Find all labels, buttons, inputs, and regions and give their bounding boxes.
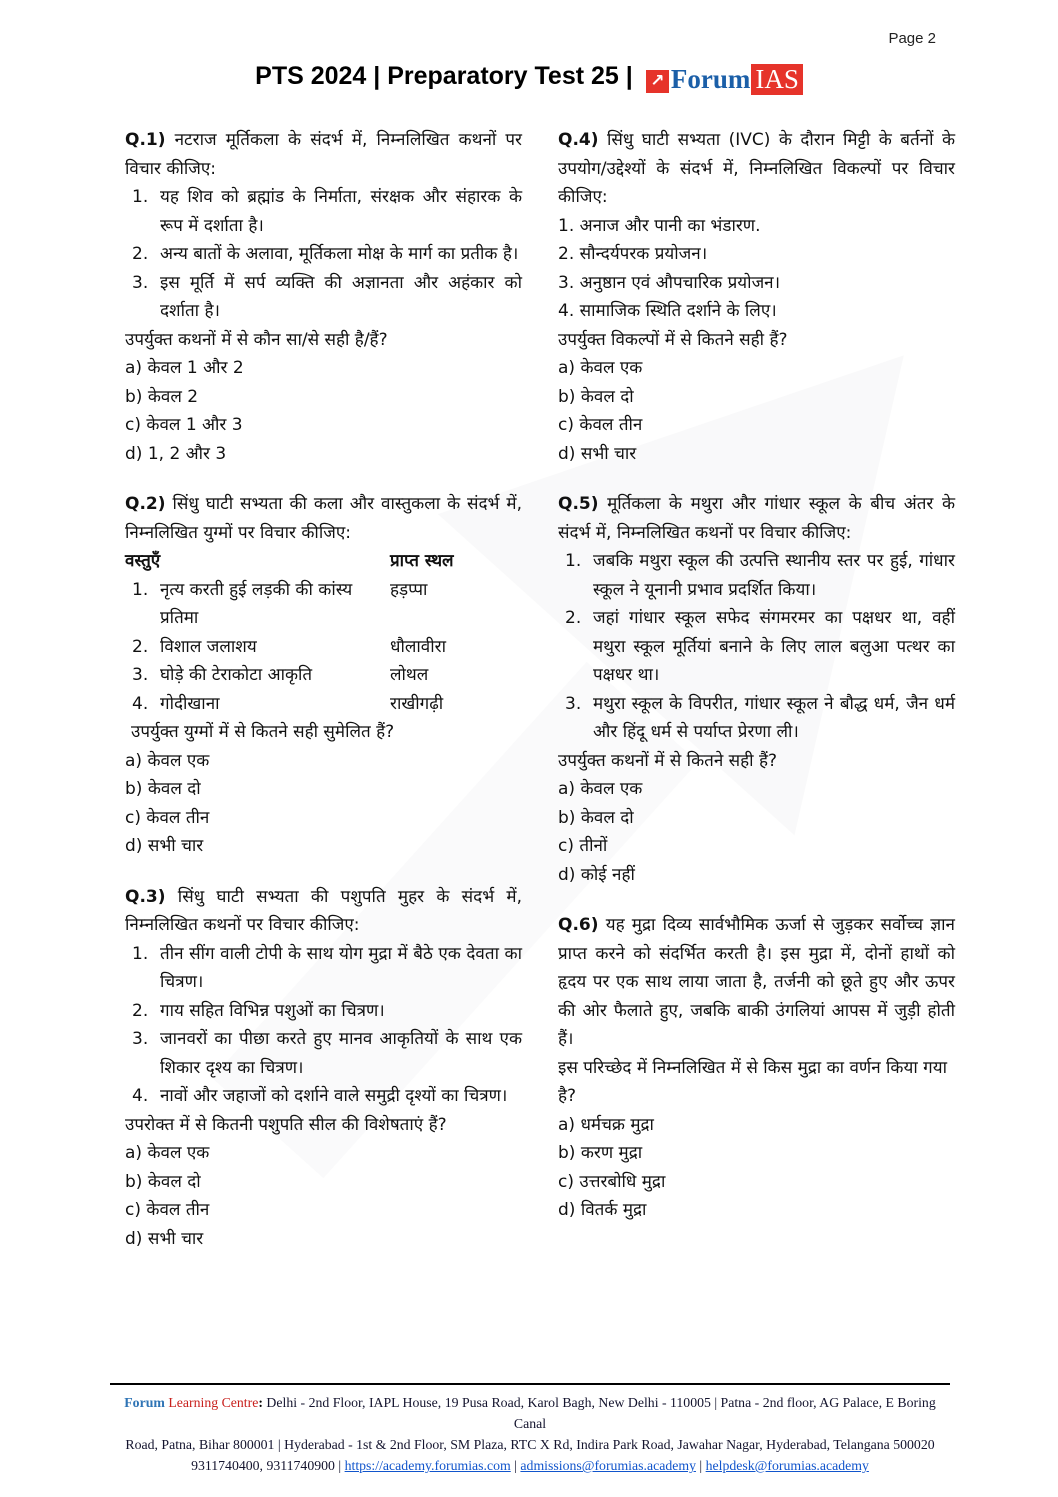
questions-column-left (125, 126, 522, 1275)
question-block-q5 (558, 490, 955, 889)
option-c: c) केवल तीन (125, 1200, 210, 1220)
footer-line-1 (110, 1392, 950, 1434)
statement-list (125, 183, 522, 326)
question-block-q2 (125, 490, 522, 861)
footer-line-3 (110, 1455, 950, 1476)
statement-list (558, 547, 955, 747)
statement-item: जहां गांधार स्कूल सफेद संगमरमर का पक्षधर था, वहीं मथुरा स्कूल मूर्तियां बनाने के लिए लाल बलुआ पत्थर का पक्षधर था। (593, 608, 955, 685)
option-c: c) तीनों (558, 836, 608, 856)
statement-item: यह शिव को ब्रह्मांड के निर्माता, संरक्षक और संहारक के रूप में दर्शाता है। (160, 187, 522, 236)
question-block-q3 (125, 883, 522, 1254)
forumias-logo (646, 64, 803, 95)
option-c: c) उत्तरबोधि मुद्रा (558, 1171, 666, 1192)
footer-address-2: Road, Patna, Bihar 800001 | Hyderabad - 1st & 2nd Floor, SM Plaza, RTC X Rd, Indira Park Road, Jawahar Nagar, Hyderabad, Telangana 500020 (125, 1437, 935, 1452)
option-a: a) केवल 1 और 2 (125, 358, 244, 378)
question-stem: उपर्युक्त युग्मों में से कितने सही सुमेलित हैं? (131, 722, 395, 742)
footer-brand-forum: Forum (124, 1395, 165, 1410)
statement-item: तीन सींग वाली टोपी के साथ योग मुद्रा में बैठे एक देवता का चित्रण। (160, 943, 522, 992)
questions-column-right (558, 126, 955, 1247)
pair-item: नृत्य करती हुई लड़की की कांस्य प्रतिमा (160, 579, 353, 628)
options (558, 354, 955, 468)
footer-address-1: Delhi - 2nd Floor, IAPL House, 19 Pusa Road, Karol Bagh, New Delhi - 110005 | Patna - 2nd floor, AG Palace, E Boring Canal (266, 1395, 936, 1431)
statement-item: सामाजिक स्थिति दर्शाने के लिए। (579, 301, 777, 321)
question-id: Q.2) (125, 494, 166, 514)
pair-site: लोथल (390, 665, 429, 685)
question-stem: उपर्युक्त कथनों में से कौन सा/से सही है/हैं? (125, 329, 388, 350)
statement-item: अनाज और पानी का भंडारण. (579, 215, 761, 236)
statement-item: जानवरों का पीछा करते हुए मानव आकृतियों के साथ एक शिकार दृश्य का चित्रण। (160, 1029, 522, 1078)
pair-site: हड़प्पा (390, 579, 428, 600)
pair-item: विशाल जलाशय (160, 636, 257, 657)
footer-line-2 (110, 1434, 950, 1455)
logo-forum-text: Forum (670, 64, 751, 94)
option-d: d) सभी चार (125, 1228, 204, 1249)
pair-site: राखीगढ़ी (390, 693, 444, 714)
option-d: d) कोई नहीं (558, 864, 635, 885)
question-intro: Q.3) सिंधु घाटी सभ्यता की पशुपति मुहर के संदर्भ में, निम्नलिखित कथनों पर विचार कीजिए: (125, 886, 522, 935)
question-id: Q.6) (558, 915, 599, 935)
statement-item: सौन्दर्यपरक प्रयोजन। (579, 244, 708, 264)
option-c: c) केवल 1 और 3 (125, 415, 243, 435)
question-block-q4 (558, 126, 955, 468)
option-a: a) केवल एक (558, 358, 643, 378)
pair-row (125, 661, 522, 690)
statement-item: जबकि मथुरा स्कूल की उत्पत्ति स्थानीय स्तर पर हुई, गांधार स्कूल ने यूनानी प्रभाव प्रदर्शित किया। (593, 551, 955, 600)
pairs-header-sites: प्राप्त स्थल (390, 551, 454, 571)
option-d: d) वितर्क मुद्रा (558, 1200, 647, 1220)
option-d: d) सभी चार (125, 836, 204, 856)
question-id: Q.1) (125, 130, 166, 150)
footer-link-website[interactable]: https://academy.forumias.com (344, 1458, 511, 1473)
question-stem: उपरोक्त में से कितनी पशुपति सील की विशेषताएं हैं? (125, 1114, 447, 1135)
options (558, 775, 955, 889)
option-c: c) केवल तीन (558, 415, 643, 435)
option-b: b) केवल दो (558, 386, 634, 407)
logo-ias-text: IAS (751, 64, 803, 95)
footer-link-admissions[interactable]: admissions@forumias.academy (520, 1458, 696, 1473)
page-footer (110, 1383, 950, 1476)
question-id: Q.4) (558, 130, 599, 150)
question-stem: उपर्युक्त विकल्पों में से कितने सही हैं? (558, 329, 788, 350)
option-d: d) 1, 2 और 3 (125, 443, 227, 464)
option-b: b) केवल दो (125, 779, 201, 799)
statement-item: अन्य बातों के अलावा, मूर्तिकला मोक्ष के मार्ग का प्रतीक है। (160, 244, 519, 264)
question-block-q6 (558, 911, 955, 1225)
question-intro: Q.2) सिंधु घाटी सभ्यता की कला और वास्तुकला के संदर्भ में, निम्नलिखित युग्मों पर विचार कीजिए: (125, 494, 522, 543)
statement-item: अनुष्ठान एवं औपचारिक प्रयोजन। (579, 272, 781, 293)
page-number-label: Page 2 (888, 30, 936, 47)
question-stem: इस परिच्छेद में निम्नलिखित में से किस मुद्रा का वर्णन किया गया है? (558, 1057, 947, 1106)
pair-row (125, 690, 522, 719)
footer-separator: | (699, 1458, 703, 1473)
options (558, 1111, 955, 1225)
pair-site: धौलावीरा (390, 636, 446, 657)
question-block-q1 (125, 126, 522, 468)
pairs-header (125, 547, 522, 576)
pair-row (125, 576, 522, 633)
option-b: b) केवल दो (558, 807, 634, 828)
question-intro: Q.5) मूर्तिकला के मथुरा और गांधार स्कूल के बीच अंतर के संदर्भ में, निम्नलिखित कथनों पर विचार कीजिए: (558, 494, 956, 543)
question-id: Q.3) (125, 886, 166, 907)
options (125, 1139, 522, 1253)
options (125, 354, 522, 468)
page-header (0, 62, 1058, 95)
footer-brand-learning: Learning Centre (168, 1395, 259, 1410)
option-a: a) केवल एक (558, 779, 643, 799)
option-d: d) सभी चार (558, 443, 637, 464)
header-title: PTS 2024 | Preparatory Test 25 | (255, 62, 633, 90)
option-b: b) केवल 2 (125, 386, 199, 407)
option-b: b) केवल दो (125, 1171, 201, 1192)
footer-separator: | (338, 1458, 342, 1473)
pair-row (125, 633, 522, 662)
statement-item: इस मूर्ति में सर्प व्यक्ति की अज्ञानता और अहंकार को दर्शाता है। (160, 272, 522, 321)
question-id: Q.5) (558, 494, 599, 514)
option-b: b) करण मुद्रा (558, 1143, 643, 1163)
statement-item: नावों और जहाजों को दर्शाने वाले समुद्री दृश्यों का चित्रण। (160, 1086, 508, 1106)
question-stem: उपर्युक्त कथनों में से कितने सही हैं? (558, 750, 778, 771)
question-intro: Q.4) सिंधु घाटी सभ्यता (IVC) के दौरान मिट्टी के बर्तनों के उपयोग/उद्देश्यों के संदर्भ में, निम्नलिखित विकल्पों पर विचार कीजिए: (558, 130, 955, 207)
options (125, 747, 522, 861)
question-intro: Q.1) नटराज मूर्तिकला के संदर्भ में, निम्नलिखित कथनों पर विचार कीजिए: (125, 130, 522, 179)
option-a: a) धर्मचक्र मुद्रा (558, 1114, 654, 1135)
pair-item: गोदीखाना (160, 693, 220, 714)
statement-list (558, 212, 955, 326)
footer-separator: | (514, 1458, 517, 1473)
option-a: a) केवल एक (125, 1143, 210, 1163)
option-a: a) केवल एक (125, 750, 210, 771)
footer-link-helpdesk[interactable]: helpdesk@forumias.academy (705, 1458, 869, 1473)
statement-item: मथुरा स्कूल के विपरीत, गांधार स्कूल ने बौद्ध धर्म, जैन धर्म और हिंदू धर्म से पर्याप्त प्रेरणा ली। (593, 693, 955, 742)
pair-item: घोड़े की टेराकोटा आकृति (160, 665, 313, 685)
statement-list (125, 940, 522, 1111)
option-c: c) केवल तीन (125, 807, 210, 828)
pairs-header-items: वस्तुएँ (125, 551, 161, 571)
footer-phones: 9311740400, 9311740900 (191, 1458, 335, 1473)
statement-item: गाय सहित विभिन्न पशुओं का चित्रण। (160, 1000, 385, 1021)
logo-arrow-icon: ↗ (646, 70, 669, 93)
question-intro: Q.6) यह मुद्रा दिव्य सार्वभौमिक ऊर्जा से जुड़कर सर्वोच्च ज्ञान प्राप्त करने को संदर्भित करती है। इस मुद्रा में, दोनों हाथों को हृदय पर एक साथ लाया जाता है, तर्जनी को छूते हुए और ऊपर की ओर फैलाते हुए, जबकि बाकी उंगलियां आपस में जुड़ी होती हैं। (558, 915, 955, 1049)
footer-colon: : (258, 1395, 263, 1410)
pairs-table (125, 547, 522, 718)
